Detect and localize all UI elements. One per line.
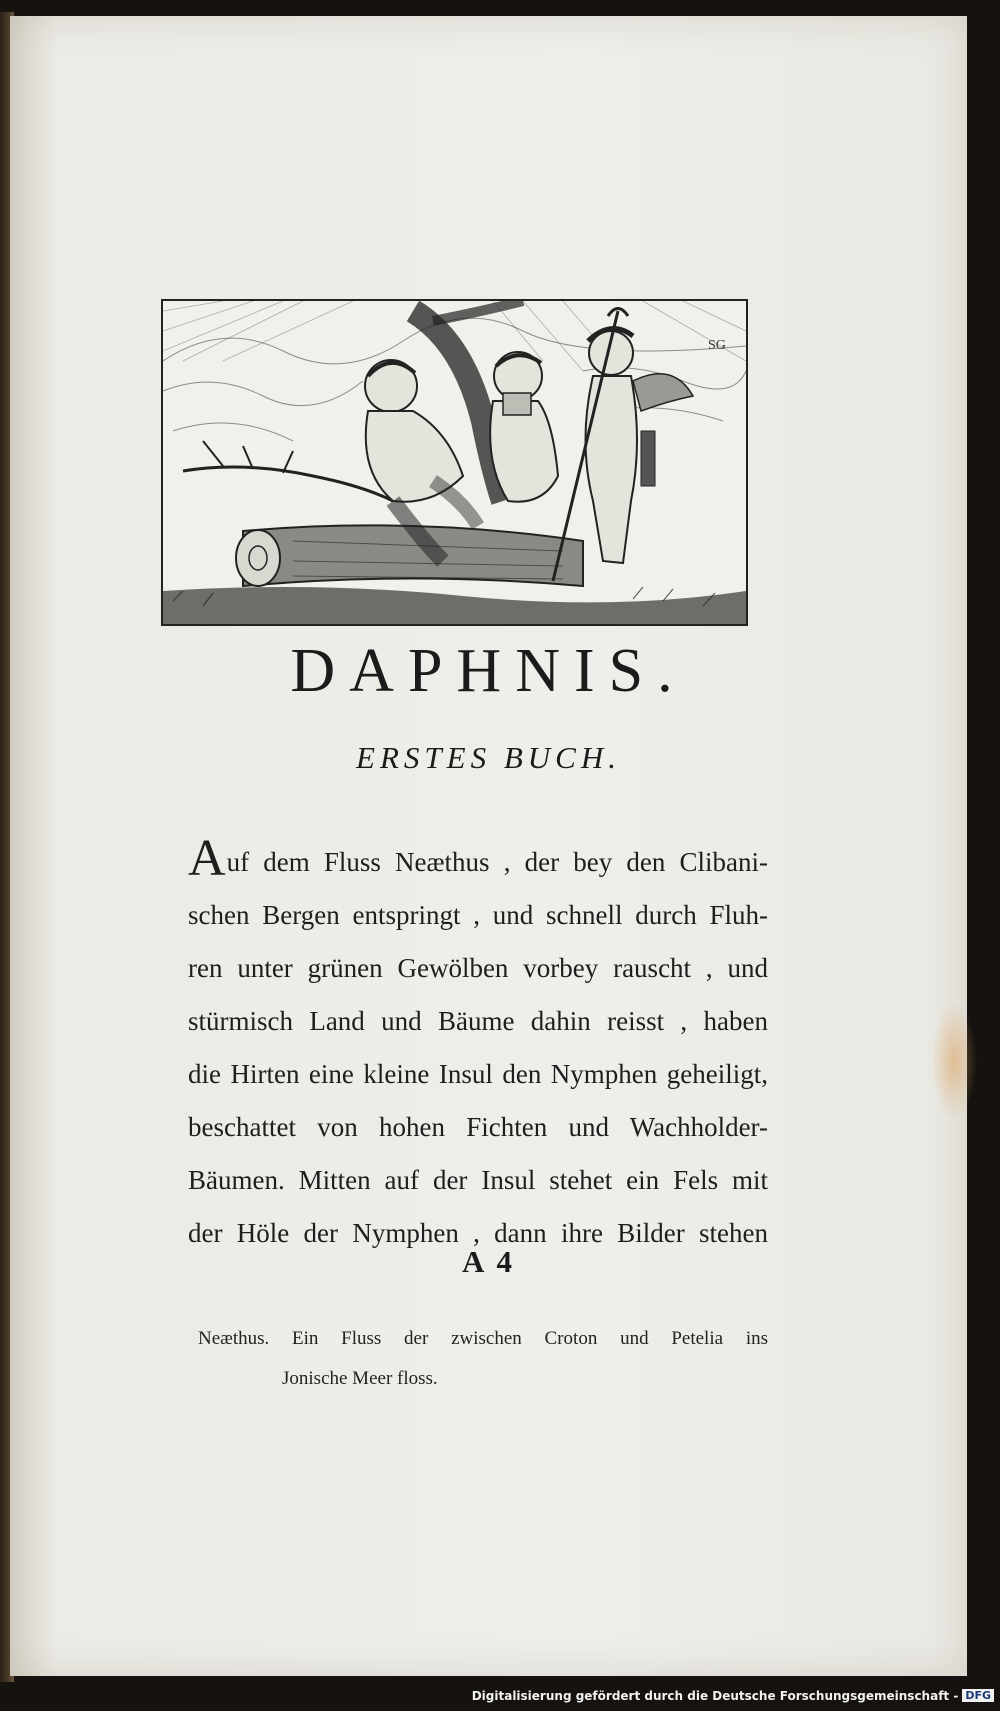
body-line-text: uf dem Fluss Neæthus , der bey den Clibani- — [226, 847, 768, 877]
body-line: beschattet von hohen Fichten und Wachholder- — [188, 1112, 768, 1142]
body-line: stürmisch Land und Bäume dahin reisst , haben — [188, 1006, 768, 1036]
dfg-logo-icon: DFG — [962, 1689, 994, 1702]
body-line: der Höle der Nymphen , dann ihre Bilder stehen — [188, 1218, 768, 1248]
digitization-credit — [472, 1689, 994, 1703]
footnote-line: Neæthus. Ein Fluss der zwischen Croton und Petelia ins — [198, 1328, 768, 1349]
footnote — [198, 1319, 768, 1399]
svg-text:SG: SG — [708, 338, 726, 353]
credit-text: Digitalisierung gefördert durch die Deutsche Forschungsgemeinschaft - — [471, 1689, 959, 1703]
body-text — [188, 830, 768, 1260]
body-line — [188, 830, 768, 889]
page-title: DAPHNIS. — [290, 637, 687, 705]
body-line: die Hirten eine kleine Insul den Nymphen geheiligt, — [188, 1059, 768, 1089]
drop-cap: A — [188, 830, 226, 887]
signature-mark: A 4 — [462, 1244, 515, 1279]
footnote-line: Jonische Meer floss. — [282, 1368, 438, 1389]
body-line: ren unter grünen Gewölben vorbey rauscht , und — [188, 953, 768, 983]
book-subtitle: ERSTES BUCH. — [356, 740, 621, 775]
book-page — [10, 16, 967, 1676]
body-line: schen Bergen entspringt , und schnell durch Fluh- — [188, 900, 768, 930]
body-line: Bäumen. Mitten auf der Insul stehet ein Fels mit — [188, 1165, 768, 1195]
engraving-cherubs-icon — [161, 299, 748, 626]
paper-stain — [931, 1001, 977, 1121]
